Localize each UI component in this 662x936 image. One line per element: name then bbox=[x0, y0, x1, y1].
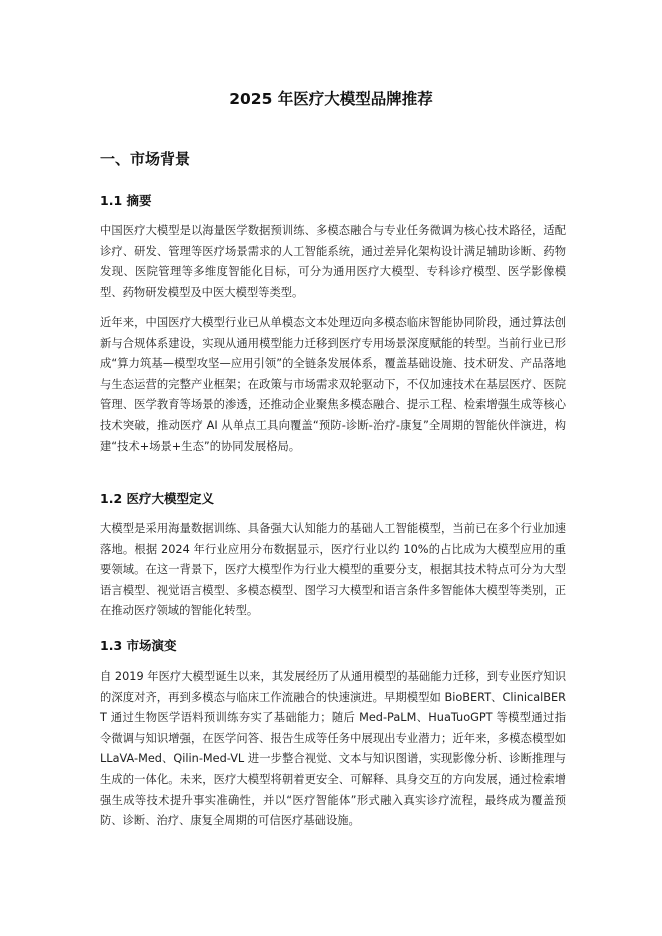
market-evolution-paragraph: 自 2019 年医疗大模型诞生以来，其发展经历了从通用模型的基础能力迁移，到专业医疗知识的深度对齐，再到多模态与临床工作流融合的快速演进。早期模型如 BioBERT、ClinicalBERT 通过生物医学语料预训练夯实了基础能力；随后 Med-PaLM、HuaTuoGPT 等模型通过指令微调与知识增强，在医学问答、报告生成等任务中展现出专业潜力；近年来，多模态模型如 LLaVA-Med、Qilin-Med-VL 进一步整合视觉、文本与知识图谱，实现影像分析、诊断推理与生成的一体化。未来，医疗大模型将朝着更安全、可解释、具身交互的方向发展，通过检索增强生成等技术提升事实准确性，并以“医疗智能体”形式融入真实诊疗流程，最终成为覆盖预防、诊断、治疗、康复全周期的可信医疗基础设施。 bbox=[100, 670, 566, 828]
subsection-heading-market-evolution: 1.3 市场演变 bbox=[100, 638, 177, 653]
document-title: 2025 年医疗大模型品牌推荐 bbox=[229, 90, 433, 108]
section-heading-market-background: 一、市场背景 bbox=[100, 150, 191, 168]
summary-paragraph-2: 近年来，中国医疗大模型行业已从单模态文本处理迈向多模态临床智能协同阶段，通过算法创新与合规体系建设，实现从通用模型能力迁移到医疗专用场景深度赋能的转型。当前行业已形成“算力筑基—模型攻坚—应用引领”的全链条发展体系，覆盖基础设施、技术研发、产品落地与生态运营的完整产业框架；在政策与市场需求双轮驱动下，不仅加速技术在基层医疗、医院管理、医学教育等场景的渗透，还推动企业聚焦多模态融合、提示工程、检索增强生成等核心技术突破，推动医疗 AI 从单点工具向覆盖“预防-诊断-治疗-康复”全周期的智能伙伴演进，构建“技术+场景+生态”的协同发展格局。 bbox=[100, 316, 566, 453]
subsection-heading-definition: 1.2 医疗大模型定义 bbox=[100, 491, 214, 506]
subsection-heading-summary: 1.1 摘要 bbox=[100, 193, 152, 208]
summary-paragraph-1: 中国医疗大模型是以海量医学数据预训练、多模态融合与专业任务微调为核心技术路径，适配诊疗、研发、管理等医疗场景需求的人工智能系统，通过差异化架构设计满足辅助诊断、药物发现、医院管理等多维度智能化目标，可分为通用医疗大模型、专科诊疗模型、医学影像模型、药物研发模型及中医大模型等类型。 bbox=[100, 224, 566, 299]
definition-paragraph: 大模型是采用海量数据训练、具备强大认知能力的基础人工智能模型，当前已在多个行业加速落地。根据 2024 年行业应用分布数据显示，医疗行业以约 10%的占比成为大模型应用的重要领域。在这一背景下，医疗大模型作为行业大模型的重要分支，根据其技术特点可分为大型语言模型、视觉语言模型、多模态模型、图学习大模型和语言条件多智能体大模型等类别，正在推动医疗领域的智能化转型。 bbox=[100, 522, 566, 618]
